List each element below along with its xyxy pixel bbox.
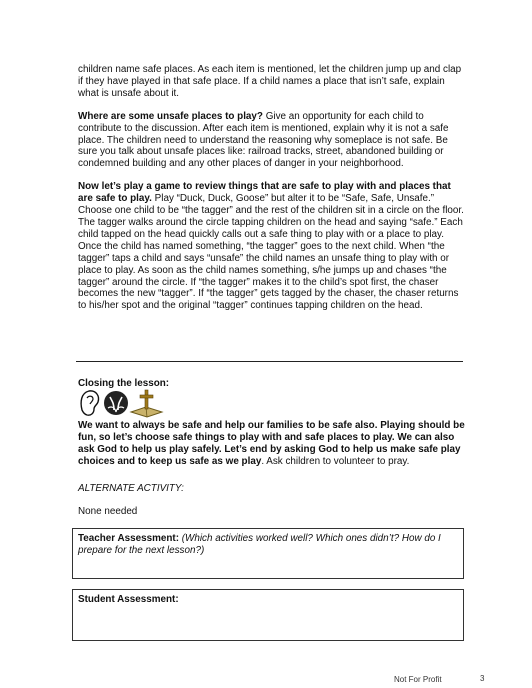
alternate-activity-value: None needed (78, 506, 138, 517)
unsafe-places-question: Where are some unsafe places to play? (78, 110, 263, 122)
paragraph-safe-places: children name safe places. As each item is mentioned, let the children jump up and clap if they have played in that safe place. If a child names a place that isn’t safe, explain what is unsafe about it. (78, 64, 462, 99)
closing-text-rest: . Ask children to volunteer to pray. (261, 455, 410, 467)
teacher-assessment-prompt: (Which activities worked well? Which ones didn’t? How do I prepare for the next lesson?) (78, 533, 441, 556)
closing-text-bold: We want to always be safe and help our families to be safe also. Playing should be fun, so let’s choose safe things to play with and safe places to play. We can also ask God to help us play safely. Let’s end by asking God to help us make safe play choices and to keep us safe as we play (78, 420, 465, 467)
teacher-assessment-label: Teacher Assessment: (78, 533, 179, 544)
bible-cross-icon (131, 390, 162, 417)
closing-icons (78, 388, 168, 418)
page-number: 3 (480, 674, 485, 683)
paragraph-game (78, 181, 468, 312)
section-divider (76, 361, 463, 362)
alternate-activity-label: ALTERNATE ACTIVITY: (78, 483, 184, 494)
ear-icon (81, 391, 98, 415)
student-assessment-label: Student Assessment: (78, 594, 179, 605)
unsafe-places-text: Give an opportunity for each child to contribute to the discussion. After each item is mentioned, explain why it is not a safe place. The children need to understand the reasoning why someplace is not safe. Be sure you talk about unsafe places like: railroad tracks, street, abandoned building or condemned building and any other places of danger in your neighborhood. (78, 110, 449, 170)
closing-heading: Closing the lesson: (78, 378, 170, 389)
game-intro: Now let’s play a game to review things that are safe to play with and places that are safe to play. (78, 181, 451, 205)
paragraph-unsafe-places (78, 111, 468, 171)
praying-hands-icon (104, 391, 128, 415)
closing-text (78, 420, 470, 468)
student-assessment-box[interactable] (72, 589, 464, 641)
teacher-assessment-box[interactable] (72, 528, 464, 579)
footer-text: Not For Profit (394, 675, 442, 684)
lesson-body (78, 64, 468, 312)
game-instructions: Play “Duck, Duck, Goose” but alter it to be “Safe, Safe, Unsafe.” Choose one child to be “the tagger” and the rest of the children sit in a circle on the floor. The tagger walks around the circle tapping children on the head and saying “safe.” Each child tapped on the head quickly calls out a safe thing to play with or a place to play. Once the child has named something, “the tagger” goes to the next child. When “the tagger” taps a child and says “unsafe” the child names an unsafe thing to play with or place to play. As soon as the child names something, s/he jumps up and chases “the tagger” around the circle. If “the tagger” makes it to the child’s spot first, the chaser becomes the new “tagger”. If “the tagger” gets tagged by the chaser, the chaser returns to his/her spot and the original “tagger” continues tapping children on the head. (78, 193, 464, 312)
